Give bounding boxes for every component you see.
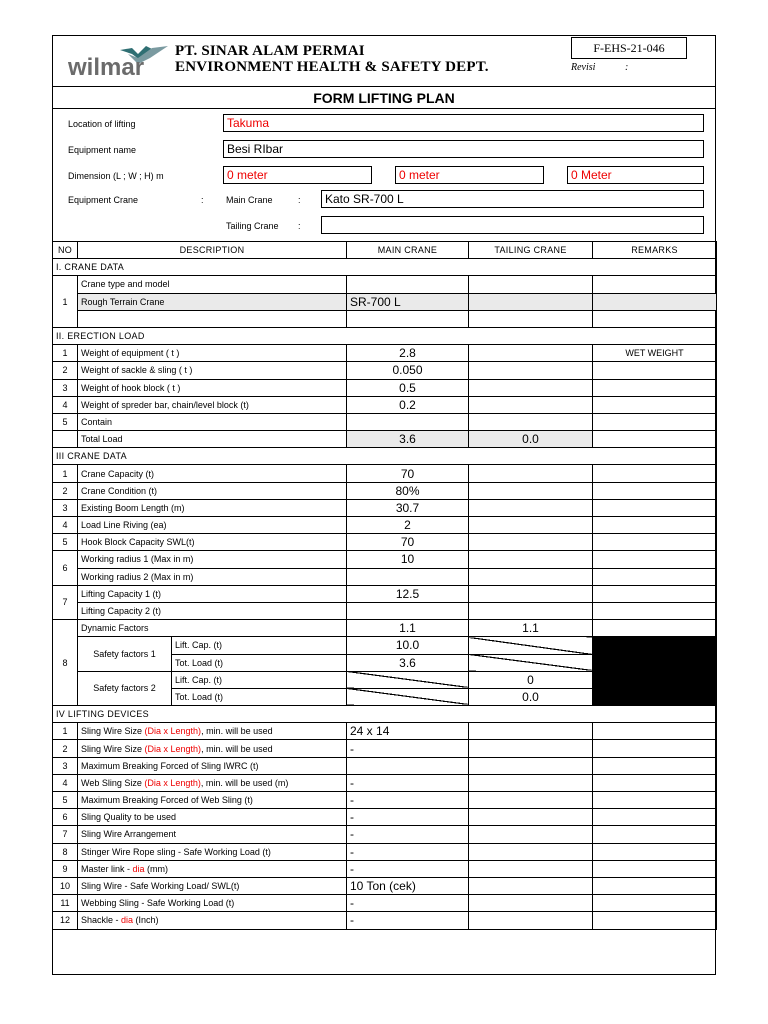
cell-remark[interactable] [593,826,717,843]
cell-remark[interactable] [593,276,717,293]
desc-text: Webbing Sling - Safe Working Load (t) [81,898,235,909]
sf2-tot-load-main-crossed [347,688,469,705]
cell-tail[interactable] [469,551,593,568]
header-tailing-crane: TAILING CRANE [469,242,593,259]
section-erection-load: II. ERECTION LOAD [53,327,717,344]
cell-main[interactable]: - [347,912,469,929]
sf2-lift-cap-tail[interactable]: 0 [469,671,593,688]
section-row [53,327,717,344]
row-desc [78,809,347,826]
table-row [53,499,717,516]
cell-tail[interactable] [469,792,593,809]
sf1-tot-load-tail-crossed [469,654,593,671]
cell-main[interactable]: 0.050 [347,362,469,379]
cell-main[interactable]: - [347,860,469,877]
cell-remark[interactable] [593,757,717,774]
cell-tail[interactable] [469,843,593,860]
cell-remark[interactable] [593,723,717,740]
table-row [53,757,717,774]
cell-tail[interactable] [469,809,593,826]
total-load-main[interactable]: 3.6 [347,431,469,448]
cell-main[interactable]: 0.2 [347,396,469,413]
cell-tail[interactable] [469,723,593,740]
table-row [53,860,717,877]
section-lifting-devices: IV LIFTING DEVICES [53,706,717,723]
table-row [53,551,717,568]
cell-main[interactable]: 10 Ton (cek) [347,877,469,894]
cell-tail[interactable] [469,860,593,877]
cell-main[interactable]: - [347,774,469,791]
sf1-lift-cap-tail-crossed [469,637,593,654]
row-no: 10 [53,877,78,894]
safety-factors-2-label: Safety factors 2 [78,671,172,705]
row-desc: Hook Block Capacity SWL(t) [78,534,347,551]
row-no: 1 [53,276,78,328]
cell-remark[interactable] [593,413,717,430]
table-row [53,843,717,860]
desc-text: (mm) [144,863,169,874]
table-row [53,379,717,396]
cell-remark[interactable] [593,877,717,894]
sf2-tot-load-tail[interactable]: 0.0 [469,688,593,705]
cell-main[interactable] [347,276,469,293]
lifting-plan-table [52,241,717,930]
cell-remark[interactable] [593,362,717,379]
row-no: 7 [53,826,78,843]
row-no: 12 [53,912,78,929]
cell-remark[interactable] [593,843,717,860]
table-row [53,602,717,619]
cell-remark[interactable] [593,379,717,396]
cell-tail[interactable] [469,396,593,413]
desc-highlight: (Dia x Length) [144,743,202,754]
table-row [53,877,717,894]
form-title: FORM LIFTING PLAN [52,87,716,109]
row-no: 3 [53,757,78,774]
equipment-crane-label: Equipment Crane [68,195,139,205]
row-desc: Working radius 2 (Max in m) [78,568,347,585]
row-desc [78,860,347,877]
cell-tail[interactable] [469,877,593,894]
desc-text: Sling Wire Size [81,743,145,754]
table-row [53,740,717,757]
table-row [53,792,717,809]
desc-text: , min. will be used [201,726,273,737]
table-row [53,826,717,843]
main-crane-field[interactable]: Kato SR-700 L [321,190,704,208]
section-row [53,259,717,276]
row-desc: Weight of sackle & sling ( t ) [78,362,347,379]
sf1-tot-load-main[interactable]: 3.6 [347,654,469,671]
row-no: 8 [53,620,78,706]
dynamic-factors-label: Dynamic Factors [78,620,347,637]
tot-load-label: Tot. Load (t) [172,654,347,671]
row-desc: Weight of spreder bar, chain/level block (t) [78,396,347,413]
row-desc: Crane Capacity (t) [78,465,347,482]
dynamic-factors-main[interactable]: 1.1 [347,620,469,637]
cell-tail[interactable] [469,585,593,602]
row-desc [78,723,347,740]
desc-highlight: (Dia x Length) [144,726,202,737]
cell-remark[interactable] [593,585,717,602]
row-desc [78,895,347,912]
row-desc [78,826,347,843]
cell-main[interactable]: 30.7 [347,499,469,516]
cell-tail[interactable] [469,740,593,757]
table-row [53,517,717,534]
cell-remark[interactable] [593,740,717,757]
row-desc: Lifting Capacity 2 (t) [78,602,347,619]
row-no: 3 [53,379,78,396]
revisi-colon: : [625,62,629,73]
desc-text: , min. will be used [201,743,273,754]
tot-load-label: Tot. Load (t) [172,688,347,705]
table-row [53,637,717,654]
sf2-lift-cap-main-crossed [347,671,469,688]
cell-main[interactable]: SR-700 L [347,293,469,310]
row-desc: Rough Terrain Crane [78,293,347,310]
total-load-tail[interactable]: 0.0 [469,431,593,448]
cell-tail[interactable] [469,602,593,619]
cell-main[interactable]: - [347,792,469,809]
table-row [53,465,717,482]
table-row [53,895,717,912]
row-desc [78,792,347,809]
cell-tail[interactable] [469,310,593,327]
cell-tail[interactable] [469,362,593,379]
cell-tail[interactable] [469,499,593,516]
cell-remark[interactable] [593,465,717,482]
cell-main[interactable]: - [347,740,469,757]
section-row [53,448,717,465]
row-no: 2 [53,740,78,757]
row-no: 8 [53,843,78,860]
table-row [53,774,717,791]
cell-main[interactable]: 2.8 [347,345,469,362]
desc-text: Maximum Breaking Forced of Sling IWRC (t) [81,760,259,771]
cell-tail[interactable] [469,379,593,396]
row-desc [78,310,347,327]
cell-remark[interactable] [593,396,717,413]
cell-remark[interactable] [593,895,717,912]
safety-factors-1-label: Safety factors 1 [78,637,172,671]
cell-remark[interactable] [593,912,717,929]
cell-remark[interactable] [593,499,717,516]
row-desc: Weight of equipment ( t ) [78,345,347,362]
table-row [53,620,717,637]
table-header-row [53,242,717,259]
equipment-label: Equipment name [68,145,137,155]
row-desc [78,740,347,757]
cell-main[interactable]: - [347,826,469,843]
sf1-lift-cap-main[interactable]: 10.0 [347,637,469,654]
desc-text: Sling Quality to be used [81,812,177,823]
cell-remark[interactable] [593,482,717,499]
row-desc: Load Line Riving (ea) [78,517,347,534]
header-main-crane: MAIN CRANE [347,242,469,259]
row-no: 4 [53,774,78,791]
cell-tail[interactable] [469,413,593,430]
cell-tail[interactable] [469,895,593,912]
cell-main[interactable]: 24 x 14 [347,723,469,740]
row-desc: Working radius 1 (Max in m) [78,551,347,568]
dimension-length-field[interactable]: 0 meter [223,166,372,184]
total-load-row [53,431,717,448]
row-no: 4 [53,396,78,413]
row-no: 5 [53,413,78,430]
cell-tail[interactable] [469,482,593,499]
table-row [53,276,717,293]
cell-tail[interactable] [469,465,593,482]
cell-remark[interactable] [593,534,717,551]
main-crane-colon: : [298,195,301,205]
lift-cap-label: Lift. Cap. (t) [172,671,347,688]
row-desc: Crane Condition (t) [78,482,347,499]
row-desc [78,912,347,929]
cell-remark[interactable] [593,431,717,448]
table-row [53,362,717,379]
cell-main[interactable]: 80% [347,482,469,499]
table-row [53,345,717,362]
header-no: NO [53,242,78,259]
row-no: 7 [53,585,78,619]
department-name: ENVIRONMENT HEALTH & SAFETY DEPT. [175,59,489,75]
table-row [53,723,717,740]
tailing-crane-field[interactable] [321,216,704,234]
cell-tail[interactable] [469,345,593,362]
dimension-width-field[interactable]: 0 meter [395,166,544,184]
row-no: 11 [53,895,78,912]
desc-text: Shackle - [81,915,122,926]
equipment-crane-colon: : [201,195,204,205]
cell-main[interactable] [347,568,469,585]
desc-text: Web Sling Size [81,777,145,788]
company-name: PT. SINAR ALAM PERMAI [175,43,365,59]
row-desc: Weight of hook block ( t ) [78,379,347,396]
dimension-label: Dimension (L ; W ; H) m [68,171,164,181]
cell-main[interactable] [347,757,469,774]
row-no [53,431,78,448]
desc-highlight: dia [132,863,145,874]
cell-tail[interactable] [469,912,593,929]
tailing-crane-colon: : [298,221,301,231]
desc-text: Maximum Breaking Forced of Web Sling (t) [81,795,253,806]
cell-remark[interactable] [593,310,717,327]
row-no: 2 [53,362,78,379]
cell-remark[interactable] [593,293,717,310]
row-no: 5 [53,534,78,551]
cell-remark[interactable] [593,809,717,826]
company-heading [175,43,489,75]
cell-main[interactable]: 10 [347,551,469,568]
row-desc [78,877,347,894]
row-desc: Existing Boom Length (m) [78,499,347,516]
equipment-field[interactable]: Besi RIbar [223,140,704,158]
section-crane-data-1: I. CRANE DATA [53,259,717,276]
row-no: 6 [53,551,78,585]
cell-main[interactable]: - [347,809,469,826]
table-row [53,310,717,327]
cell-remark[interactable] [593,860,717,877]
cell-remark[interactable] [593,568,717,585]
header-remarks: REMARKS [593,242,717,259]
table-row [53,534,717,551]
row-no: 9 [53,860,78,877]
svg-text:wilmar: wilmar [68,54,145,81]
cell-tail[interactable] [469,276,593,293]
cell-remark[interactable]: WET WEIGHT [593,345,717,362]
dynamic-factors-tail[interactable]: 1.1 [469,620,593,637]
row-no: 6 [53,809,78,826]
table-row [53,293,717,310]
cell-main[interactable]: 70 [347,534,469,551]
desc-text: Sling Wire Arrangement [81,829,177,840]
cell-main[interactable]: - [347,895,469,912]
desc-text: Sling Wire Size [81,726,145,737]
location-label: Location of lifting [68,119,136,129]
cell-tail[interactable] [469,757,593,774]
row-no: 2 [53,482,78,499]
row-desc: Lifting Capacity 1 (t) [78,585,347,602]
cell-main[interactable]: 0.5 [347,379,469,396]
row-desc: Crane type and model [78,276,347,293]
cell-main[interactable]: 2 [347,517,469,534]
row-no: 4 [53,517,78,534]
revisi-label: Revisi [571,62,596,73]
desc-highlight: dia [121,915,134,926]
cell-tail[interactable] [469,517,593,534]
row-desc [78,843,347,860]
cell-remark[interactable] [593,792,717,809]
lift-cap-label: Lift. Cap. (t) [172,637,347,654]
table-row [53,482,717,499]
section-row [53,706,717,723]
cell-remark[interactable] [593,551,717,568]
cell-main[interactable]: 12.5 [347,585,469,602]
desc-highlight: (Dia x Length) [144,777,201,788]
desc-text: Stinger Wire Rope sling - Safe Working Load (t) [81,846,271,857]
main-crane-label: Main Crane [226,195,273,205]
cell-remark[interactable] [593,620,717,637]
cell-main[interactable] [347,602,469,619]
cell-tail[interactable] [469,534,593,551]
cell-remark[interactable] [593,517,717,534]
table-row [53,396,717,413]
row-no: 3 [53,499,78,516]
row-desc [78,757,347,774]
table-row [53,568,717,585]
row-no: 1 [53,723,78,740]
desc-text: , min. will be used (m) [200,777,289,788]
cell-remark[interactable] [593,602,717,619]
remarks-blacked-out [593,637,717,706]
row-desc [78,774,347,791]
desc-text: Master link - [81,863,133,874]
cell-main[interactable]: - [347,843,469,860]
row-desc: Contain [78,413,347,430]
table-row [53,413,717,430]
cell-remark[interactable] [593,774,717,791]
dimension-height-field[interactable]: 0 Meter [567,166,704,184]
row-no: 1 [53,345,78,362]
cell-tail[interactable] [469,826,593,843]
cell-tail[interactable] [469,293,593,310]
desc-text: Sling Wire - Safe Working Load/ SWL(t) [81,881,240,892]
section-crane-data-3: III CRANE DATA [53,448,717,465]
table-row [53,585,717,602]
table-row [53,912,717,929]
wilmar-logo [68,42,178,82]
table-row [53,809,717,826]
cell-main[interactable] [347,310,469,327]
location-field[interactable]: Takuma [223,114,704,132]
cell-main[interactable] [347,413,469,430]
cell-main[interactable]: 70 [347,465,469,482]
row-no: 1 [53,465,78,482]
cell-tail[interactable] [469,774,593,791]
total-load-label: Total Load [78,431,347,448]
tailing-crane-label: Tailing Crane [226,221,279,231]
desc-text: (Inch) [133,915,159,926]
cell-tail[interactable] [469,568,593,585]
doc-number: F-EHS-21-046 [571,37,687,59]
header-description: DESCRIPTION [78,242,347,259]
row-no: 5 [53,792,78,809]
